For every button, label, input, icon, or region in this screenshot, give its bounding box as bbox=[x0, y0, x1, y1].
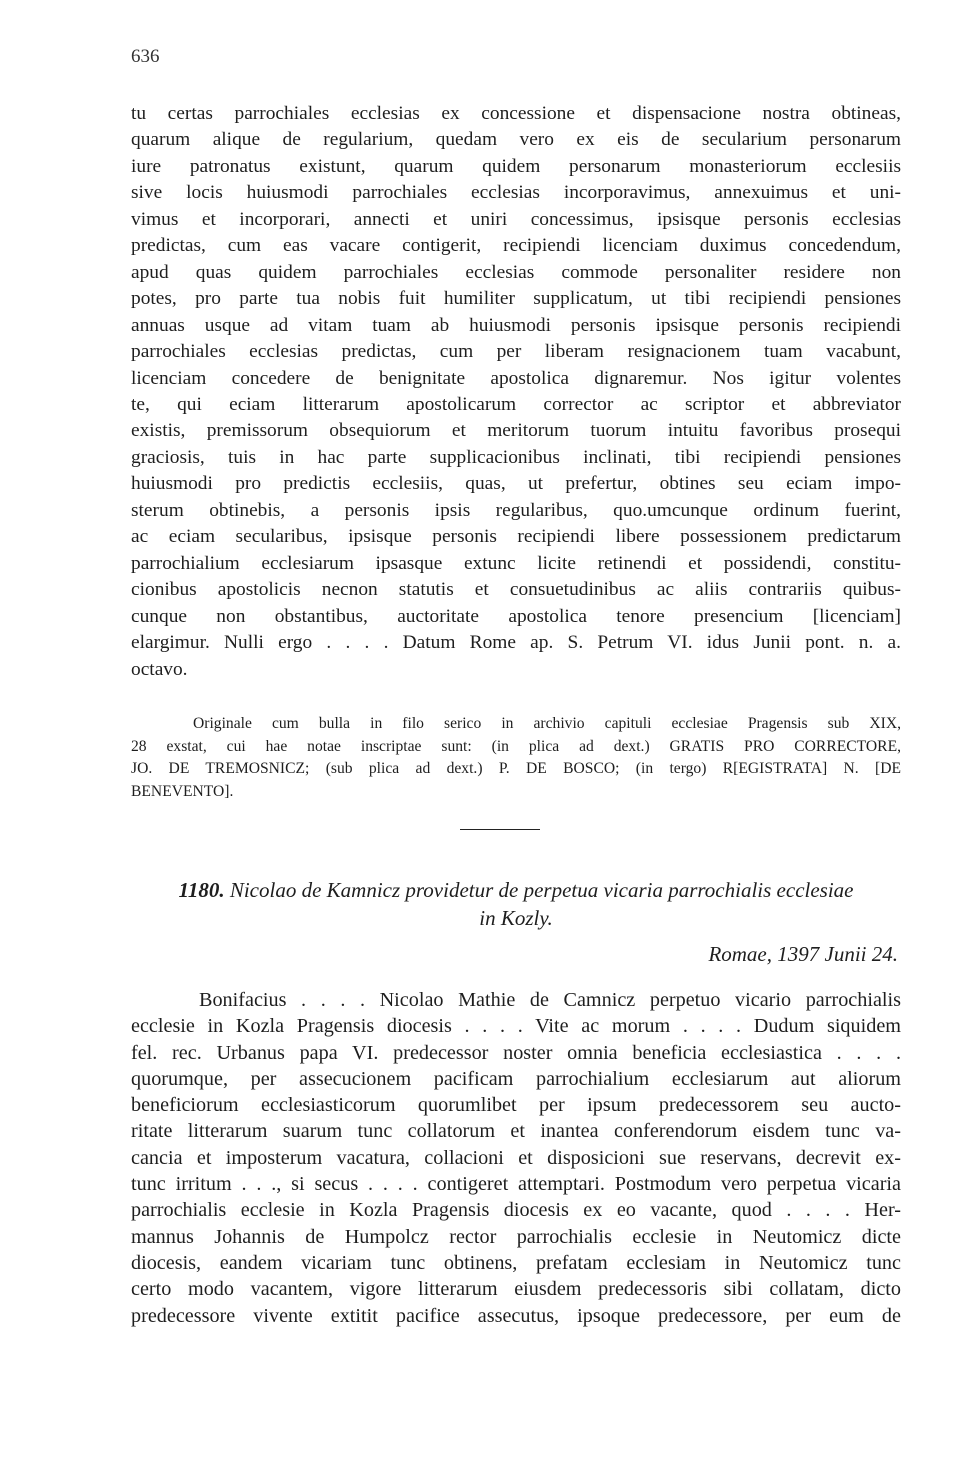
entry-title-line-1 bbox=[131, 876, 901, 904]
note-line: Originale cum bulla in filo serico in archivio capituli ecclesiae Pragensis sub XIX, bbox=[193, 715, 901, 732]
text-line: parrochiales ecclesias predictas, cum per liberam resignacionem tuam vacabunt, bbox=[131, 341, 901, 363]
text-line: mannus Johannis de Humpolcz rector parrochialis ecclesie in Neutomicz dicte bbox=[131, 1225, 901, 1248]
text-line: iure patronatus existunt, quarum quidem personarum monasteriorum ecclesiis bbox=[131, 155, 901, 177]
text-line: sterum obtinebis, a personis ipsis regularibus, quo.umcunque ordinum fuerint, bbox=[131, 499, 901, 521]
text-line: tunc irritum . . ., si secus . . . . contigeret attemptari. Postmodum vero perpetua vicaria bbox=[131, 1173, 901, 1196]
text-line: predecessore vivente extitit pacifice assecutus, ipsoque predecessore, per eum de bbox=[131, 1304, 901, 1327]
section-divider bbox=[460, 829, 540, 830]
text-line: potes, pro parte tua nobis fuit humiliter supplicatum, ut tibi recipiendi pensiones bbox=[131, 288, 901, 310]
text-line: ritate litterarum suarum tunc collatorum et inantea conferendorum eisdem tunc va- bbox=[131, 1120, 901, 1143]
text-line: existis, premissorum obsequiorum et meritorum tuorum intuitu favoribus prosequi bbox=[131, 420, 901, 442]
entry-text bbox=[131, 987, 901, 1329]
text-line: ac eciam secularibus, ipsisque personis recipiendi libere possessionem predictarum bbox=[131, 526, 901, 548]
text-line: diocesis, eandem vicariam tunc obtinens, prefatam ecclesiam in Neutomicz tunc bbox=[131, 1251, 901, 1274]
text-line: parrochialium ecclesiarum ipsasque extunc licite retinendi et possidendi, constitu- bbox=[131, 552, 901, 574]
text-line: quorumque, per assecucionem pacificam parrochialium ecclesiarum aut aliorum bbox=[131, 1067, 901, 1090]
note-line: BENEVENTO]. bbox=[131, 783, 234, 801]
text-line: octavo. bbox=[131, 658, 188, 680]
text-line: fel. rec. Urbanus papa VI. predecessor noster omnia beneficia ecclesiastica . . . . bbox=[131, 1041, 901, 1064]
text-line: vimus et incorporari, annecti et uniri concessimus, ipsisque personis ecclesias bbox=[131, 208, 901, 230]
text-line: parrochialis ecclesie in Kozla Pragensis diocesis ex eo vacante, quod . . . . Her- bbox=[131, 1199, 901, 1222]
text-line: sive locis huiusmodi parrochiales ecclesias incorporavimus, annexuimus et uni- bbox=[131, 182, 901, 204]
archival-note bbox=[131, 713, 901, 804]
entry-dateline: Romae, 1397 Junii 24. bbox=[708, 942, 898, 966]
text-line: tu certas parrochiales ecclesias ex concessione et dispensacione nostra obtineas, bbox=[131, 103, 901, 124]
text-line: licenciam concedere de benignitate apostolica dignaremur. Nos igitur volentes bbox=[131, 367, 901, 389]
text-line: predictas, cum eas vacare contigerit, recipiendi licenciam duximus concedendum, bbox=[131, 235, 901, 257]
entry-number: 1180. bbox=[178, 878, 225, 902]
text-line: cionibus apostolicis necnon statutis et consuetudinibus ac aliis contrariis quibus- bbox=[131, 579, 901, 601]
text-line: cancia et imposterum vacatura, collacioni et disposicioni sue reservans, decrevit ex- bbox=[131, 1146, 901, 1169]
text-line: elargimur. Nulli ergo . . . . Datum Rome ap. S. Petrum VI. idus Junii pont. n. a. bbox=[131, 632, 901, 654]
note-line: JO. DE TREMOSNICZ; (sub plica ad dext.) P. DE BOSCO; (in tergo) R[EGISTRATA] N. [DE bbox=[131, 760, 901, 778]
paragraph-continuation bbox=[131, 101, 901, 683]
text-line: beneficiorum ecclesiasticorum quorumlibet per ipsum predecessorem seu aucto- bbox=[131, 1094, 901, 1117]
text-line: cunque non obstantibus, auctoritate apostolica tenore presencium [licenciam] bbox=[131, 605, 901, 627]
text-line: huiusmodi pro predictis ecclesiis, quas, ut prefertur, obtines seu eciam impo- bbox=[131, 473, 901, 495]
text-line: annuas usque ad vitam tuam ab huiusmodi personis ipsisque personis recipiendi bbox=[131, 314, 901, 336]
text-line: Bonifacius . . . . Nicolao Mathie de Camnicz perpetuo vicario parrochialis bbox=[199, 989, 901, 1011]
entry-title-line-2: in Kozly. bbox=[479, 906, 553, 930]
entry-heading bbox=[131, 876, 901, 932]
text-line: ecclesie in Kozla Pragensis diocesis . . . . Vite ac morum . . . . Dudum siquidem bbox=[131, 1015, 901, 1038]
text-line: quarum alique de regularium, quedam vero ex eis de secularium personarum bbox=[131, 129, 901, 151]
text-line: graciosis, tuis in hac parte supplicacionibus inclinati, tibi recipiendi pensiones bbox=[131, 446, 901, 468]
text-line: certo modo vacantem, vigore litterarum eiusdem predecessoris sibi collatam, dicto bbox=[131, 1278, 901, 1301]
text-line: te, qui eciam litterarum apostolicarum corrector ac scriptor et abbreviator bbox=[131, 393, 901, 415]
note-line: 28 exstat, cui hae notae inscriptae sunt: (in plica ad dext.) GRATIS PRO CORRECTORE, bbox=[131, 737, 901, 755]
entry-title-text: Nicolao de Kamnicz providetur de perpetua vicaria parrochialis ecclesiae bbox=[229, 878, 854, 902]
page-number: 636 bbox=[131, 46, 160, 67]
text-line: apud quas quidem parrochiales ecclesias commode personaliter residere non bbox=[131, 261, 901, 283]
